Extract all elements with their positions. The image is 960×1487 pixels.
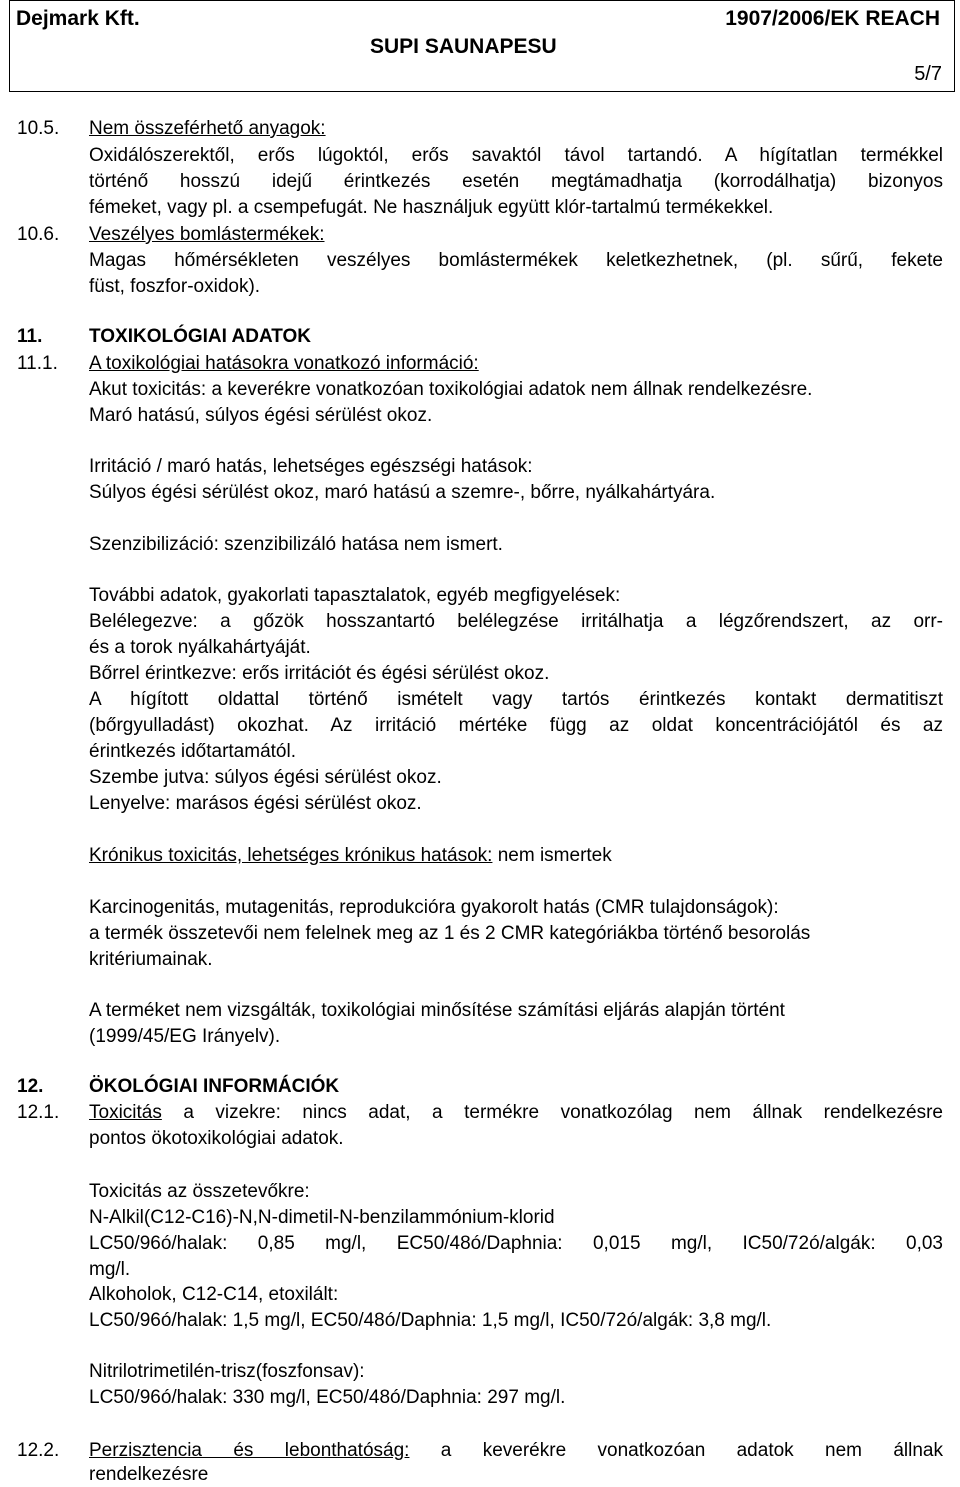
component-values: LC50/96ó/halak: 1,5 mg/l, EC50/48ó/Daphnia: 1,5 mg/l, IC50/72ó/algák: 3,8 mg/l. [89,1310,772,1331]
section-number: 12.1. [17,1102,60,1123]
component-values: mg/l. [89,1259,131,1280]
persistence-text: a keverékre vonatkozóan adatok nem állnak [409,1440,943,1461]
paragraph-line [89,1101,943,1125]
component-name: Nitrilotrimetilén-trisz(foszfonsav): [89,1361,365,1382]
section-heading: Veszélyes bomlástermékek: [89,224,325,245]
paragraph-line: a termék összetevői nem felelnek meg az 1 és 2 CMR kategóriákba történő besorolás [89,923,811,944]
section-number: 11.1. [17,353,58,374]
page-number: 5/7 [914,63,942,85]
toxicity-text: a vizekre: nincs adat, a termékre vonatkozólag nem állnak rendelkezésre [161,1102,943,1123]
paragraph-line: (1999/45/EG Irányelv). [89,1026,281,1047]
paragraph-line: Maró hatású, súlyos égési sérülést okoz. [89,405,433,426]
paragraph-line: Irritáció / maró hatás, lehetséges egészségi hatások: [89,456,533,477]
paragraph-line: pontos ökotoxikológiai adatok. [89,1128,344,1149]
paragraph-line: rendelkezésre [89,1464,209,1485]
paragraph-line: A terméket nem vizsgálták, toxikológiai minősítése számítási eljárás alapján történt [89,1000,785,1021]
persistence-label: Perzisztencia és lebonthatóság: [89,1440,410,1461]
paragraph-line: fémeket, vagy pl. a csempefugát. Ne használjuk együtt klór-tartalmú termékekkel. [89,197,774,218]
chronic-label: Krónikus toxicitás, lehetséges krónikus hatások: [89,845,493,866]
document-header [9,0,955,92]
paragraph-line: és a torok nyálkahártyáját. [89,637,311,658]
paragraph-line: érintkezés időtartamától. [89,741,296,762]
paragraph-line: kritériumainak. [89,949,213,970]
section-number: 11. [17,326,43,347]
section-heading: A toxikológiai hatásokra vonatkozó információ: [89,353,479,374]
paragraph-line: Lenyelve: marásos égési sérülést okoz. [89,793,422,814]
paragraph-line: Súlyos égési sérülést okoz, maró hatású a szemre-, bőrre, nyálkahártyára. [89,482,716,503]
component-name: Alkoholok, C12-C14, etoxilált: [89,1284,339,1305]
section-title: TOXIKOLÓGIAI ADATOK [89,326,312,347]
chronic-value: nem ismertek [492,845,612,866]
paragraph-line: A hígított oldattal történő ismételt vagy tartós érintkezés kontakt dermatitiszt [89,689,943,710]
paragraph-line: Akut toxicitás: a keverékre vonatkozóan toxikológiai adatok nem állnak rendelkezésre. [89,379,813,400]
product-name: SUPI SAUNAPESU [370,35,557,58]
paragraph-line: Karcinogenitás, mutagenitás, reprodukcióra gyakorolt hatás (CMR tulajdonságok): [89,897,779,918]
paragraph-line: Bőrrel érintkezve: erős irritációt és égési sérülést okoz. [89,663,550,684]
section-number: 12. [17,1076,44,1097]
component-name: N-Alkil(C12-C16)-N,N-dimetil-N-benzilammónium-klorid [89,1207,555,1228]
section-title: ÖKOLÓGIAI INFORMÁCIÓK [89,1076,340,1097]
paragraph-line: Szenzibilizáció: szenzibilizáló hatása nem ismert. [89,534,503,555]
paragraph-line [89,844,612,868]
section-heading: Nem összeférhető anyagok: [89,118,326,139]
regulation-reference: 1907/2006/EK REACH [725,7,940,30]
paragraph-line: Belélegezve: a gőzök hosszantartó belélegzése irritálhatja a légzőrendszert, az orr- [89,611,943,632]
paragraph-line [89,1439,943,1463]
paragraph-line: történő hosszú idejű érintkezés esetén megtámadhatja (korrodálhatja) bizonyos [89,171,943,192]
component-values: LC50/96ó/halak: 0,85 mg/l, EC50/48ó/Daphnia: 0,015 mg/l, IC50/72ó/algák: 0,03 [89,1233,943,1254]
section-number: 10.5. [17,118,60,139]
paragraph-line: (bőrgyulladást) okozhat. Az irritáció mértéke függ az oldat koncentrációjától és az [89,715,943,736]
paragraph-line: Toxicitás az összetevőkre: [89,1181,310,1202]
paragraph-line: Szembe jutva: súlyos égési sérülést okoz. [89,767,442,788]
section-number: 10.6. [17,224,60,245]
paragraph-line: Magas hőmérsékleten veszélyes bomlástermékek keletkezhetnek, (pl. sűrű, fekete [89,250,943,271]
paragraph-line: Oxidálószerektől, erős lúgoktól, erős savaktól távol tartandó. A hígítatlan termékkel [89,145,943,166]
paragraph-line: füst, foszfor-oxidok). [89,276,261,297]
component-values: LC50/96ó/halak: 330 mg/l, EC50/48ó/Daphnia: 297 mg/l. [89,1387,566,1408]
section-number: 12.2. [17,1440,60,1461]
company-name: Dejmark Kft. [16,7,140,30]
paragraph-line: További adatok, gyakorlati tapasztalatok, egyéb megfigyelések: [89,585,621,606]
toxicity-label: Toxicitás [89,1102,162,1123]
